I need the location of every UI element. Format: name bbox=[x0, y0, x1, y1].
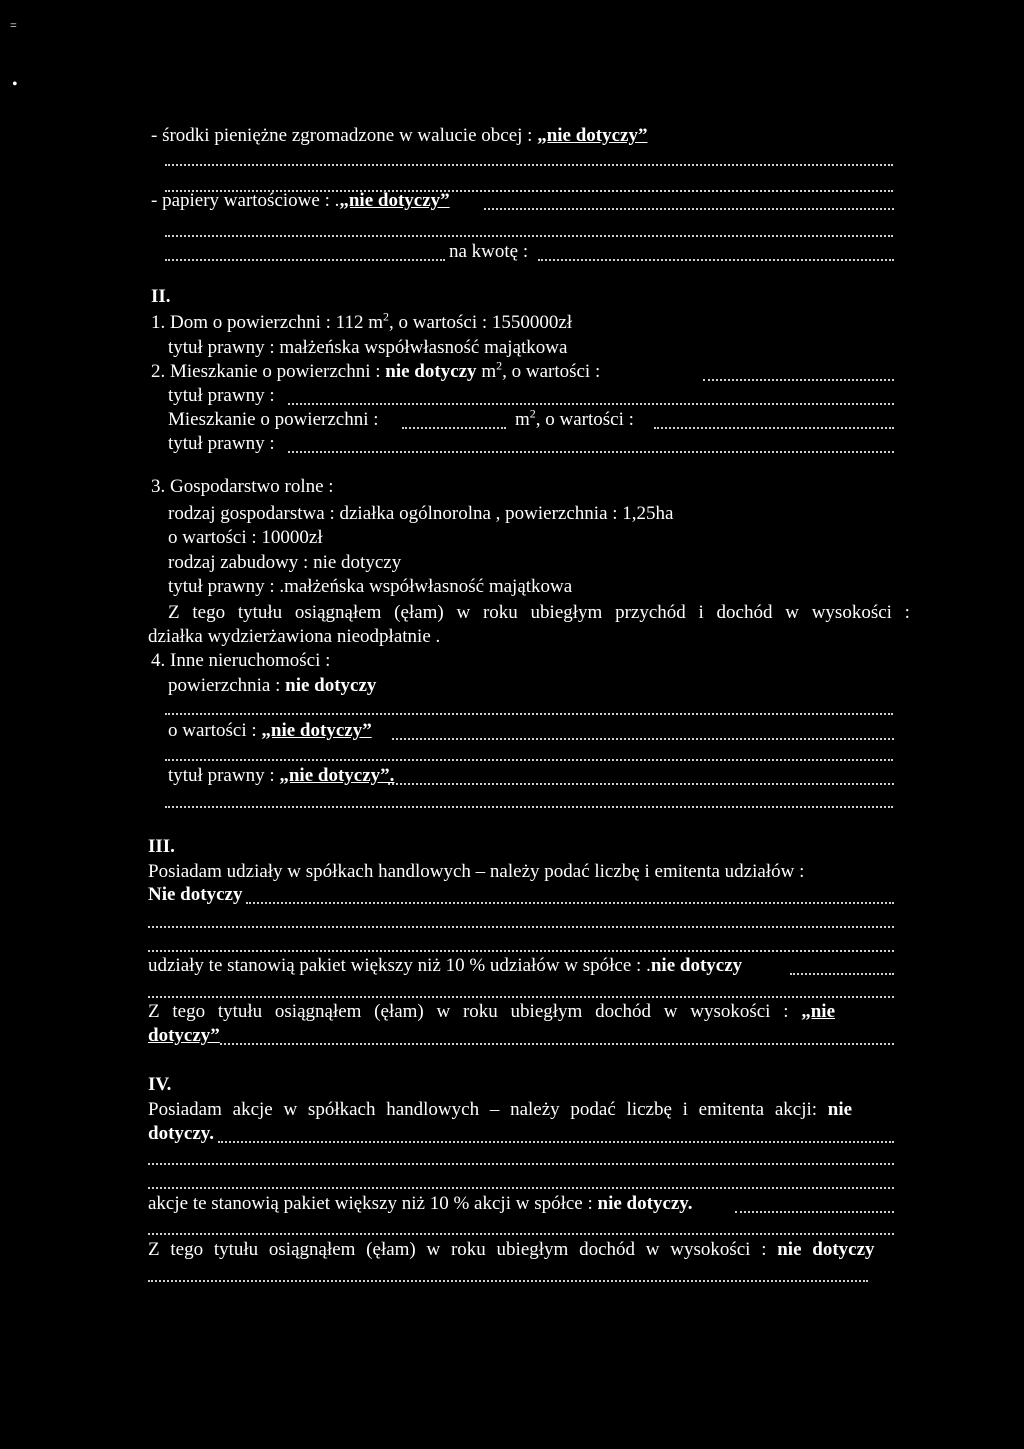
dotted-line bbox=[220, 1043, 894, 1045]
mieszkanie2-sup: 2 bbox=[529, 406, 536, 421]
kwota-label: na kwotę : bbox=[449, 241, 529, 262]
gospodarstwo-zabudowa: rodzaj zabudowy : nie dotyczy bbox=[168, 552, 402, 573]
mieszkanie1-line bbox=[151, 358, 601, 383]
dotted-line bbox=[654, 427, 894, 429]
mieszkanie1-sup: 2 bbox=[496, 358, 503, 373]
dotted-line bbox=[165, 759, 893, 761]
dom-tytul: tytuł prawny : małżeńska współwłasność majątkowa bbox=[168, 337, 568, 358]
mieszkanie2-unit-line bbox=[515, 406, 634, 431]
mieszkanie1-label: 2. Mieszkanie o powierzchni : bbox=[151, 361, 386, 382]
akcje-value-1: nie bbox=[827, 1099, 853, 1120]
dotted-line bbox=[165, 713, 893, 715]
corner-mark-top: = bbox=[10, 18, 17, 32]
inne-nieruchomosci-label: 4. Inne nieruchomości : bbox=[151, 650, 331, 671]
akcje-value-2: dotyczy. bbox=[148, 1123, 214, 1144]
inne-wartosc-label: o wartości : bbox=[168, 720, 262, 741]
dotted-line bbox=[484, 208, 894, 210]
dotted-line bbox=[148, 996, 894, 998]
gospodarstwo-wartosc: o wartości : 10000zł bbox=[168, 527, 323, 548]
dotted-line bbox=[148, 1233, 894, 1235]
inne-powierzchnia-value: nie dotyczy bbox=[285, 675, 377, 696]
waluta-obca-label: - środki pieniężne zgromadzone w walucie obcej : bbox=[151, 125, 538, 146]
dotted-line bbox=[165, 259, 445, 261]
udzialy-dochod-value-2: dotyczy” bbox=[148, 1025, 220, 1046]
dotted-line bbox=[148, 1187, 894, 1189]
section-IV-heading: IV. bbox=[148, 1074, 172, 1095]
gospodarstwo-dochod-1: Z tego tytułu osiągnąłem (ęłam) w roku ubiegłym przychód i dochód w wysokości : bbox=[168, 602, 910, 623]
dotted-line bbox=[165, 806, 893, 808]
dotted-line bbox=[392, 738, 894, 740]
akcje-line bbox=[148, 1099, 852, 1121]
mieszkanie1-tytul: tytuł prawny : bbox=[168, 385, 275, 406]
akcje-pakiet-value: nie dotyczy. bbox=[597, 1193, 693, 1214]
dotted-line bbox=[790, 973, 894, 975]
dotted-line bbox=[148, 1163, 894, 1165]
dotted-line bbox=[165, 235, 893, 237]
akcje-dochod-label: Z tego tytułu osiągnąłem (ęłam) w roku ubiegłym dochód w wysokości : bbox=[148, 1239, 778, 1260]
inne-tytul-line bbox=[168, 765, 394, 787]
udzialy-dochod-line bbox=[148, 1001, 835, 1023]
mieszkanie1-rest: , o wartości : bbox=[502, 361, 601, 382]
inne-tytul-value: „nie dotyczy”. bbox=[279, 765, 395, 786]
akcje-dochod-value: nie dotyczy bbox=[777, 1239, 875, 1260]
gospodarstwo-dochod-2: działka wydzierżawiona nieodpłatnie . bbox=[148, 626, 441, 647]
mieszkanie2-tytul: tytuł prawny : bbox=[168, 433, 275, 454]
section-II-heading: II. bbox=[151, 286, 171, 307]
dom-line bbox=[151, 309, 573, 334]
akcje-label: Posiadam akcje w spółkach handlowych – należy podać liczbę i emitenta akcji: bbox=[148, 1099, 828, 1120]
dotted-line bbox=[148, 950, 894, 952]
dotted-line bbox=[402, 427, 506, 429]
akcje-pakiet-label: akcje te stanowią pakiet większy niż 10 % akcji w spółce : bbox=[148, 1193, 598, 1214]
dom-rest: , o wartości : 1550000zł bbox=[389, 312, 573, 333]
dotted-line bbox=[246, 902, 894, 904]
dotted-line bbox=[288, 403, 894, 405]
udzialy-dochod-label: Z tego tytułu osiągnąłem (ęłam) w roku ubiegłym dochód w wysokości : bbox=[148, 1001, 802, 1022]
papiery-value: „nie dotyczy” bbox=[339, 190, 450, 211]
mieszkanie2-rest: , o wartości : bbox=[535, 409, 634, 430]
dotted-line bbox=[288, 451, 894, 453]
dotted-line bbox=[165, 164, 893, 166]
dotted-line bbox=[148, 1280, 868, 1282]
udzialy-label: Posiadam udziały w spółkach handlowych – należy podać liczbę i emitenta udziałów : bbox=[148, 861, 805, 882]
inne-tytul-label: tytuł prawny : bbox=[168, 765, 280, 786]
mieszkanie2-unit: m bbox=[515, 409, 530, 430]
udzialy-pakiet-label: udziały te stanowią pakiet większy niż 10 % udziałów w spółce : . bbox=[148, 955, 651, 976]
dom-label: 1. Dom o powierzchni : 112 m bbox=[151, 312, 384, 333]
inne-powierzchnia-label: powierzchnia : bbox=[168, 675, 286, 696]
dotted-line bbox=[538, 259, 894, 261]
waluta-obca-line bbox=[151, 125, 647, 147]
akcje-pakiet-line bbox=[148, 1193, 693, 1215]
udzialy-pakiet-value: nie dotyczy bbox=[650, 955, 743, 976]
section-III-heading: III. bbox=[148, 836, 175, 857]
dotted-line bbox=[218, 1141, 894, 1143]
dotted-line bbox=[388, 783, 894, 785]
inne-powierzchnia-line bbox=[168, 675, 376, 697]
dotted-line bbox=[735, 1211, 894, 1213]
inne-wartosc-value: „nie dotyczy” bbox=[261, 720, 372, 741]
mieszkanie2-label: Mieszkanie o powierzchni : bbox=[168, 409, 379, 430]
gospodarstwo-label: 3. Gospodarstwo rolne : bbox=[151, 476, 334, 497]
gospodarstwo-tytul: tytuł prawny : .małżeńska współwłasność majątkowa bbox=[168, 576, 573, 597]
udzialy-pakiet-line bbox=[148, 955, 742, 977]
mieszkanie1-value: nie dotyczy bbox=[385, 361, 477, 382]
papiery-label: - papiery wartościowe : . bbox=[151, 190, 340, 211]
dom-sup: 2 bbox=[383, 309, 390, 324]
dotted-line bbox=[148, 926, 894, 928]
mieszkanie1-unit: m bbox=[476, 361, 497, 382]
waluta-obca-value: „nie dotyczy” bbox=[537, 125, 648, 146]
udzialy-dochod-value-1: „nie bbox=[801, 1001, 836, 1022]
papiery-line bbox=[151, 190, 450, 212]
dotted-line bbox=[703, 379, 894, 381]
akcje-dochod-line bbox=[148, 1239, 875, 1261]
udzialy-value: Nie dotyczy bbox=[148, 884, 243, 905]
gospodarstwo-rodzaj: rodzaj gospodarstwa : działka ogólnorolna , powierzchnia : 1,25ha bbox=[168, 503, 674, 524]
inne-wartosc-line bbox=[168, 720, 372, 742]
corner-mark-bullet: • bbox=[12, 76, 18, 93]
